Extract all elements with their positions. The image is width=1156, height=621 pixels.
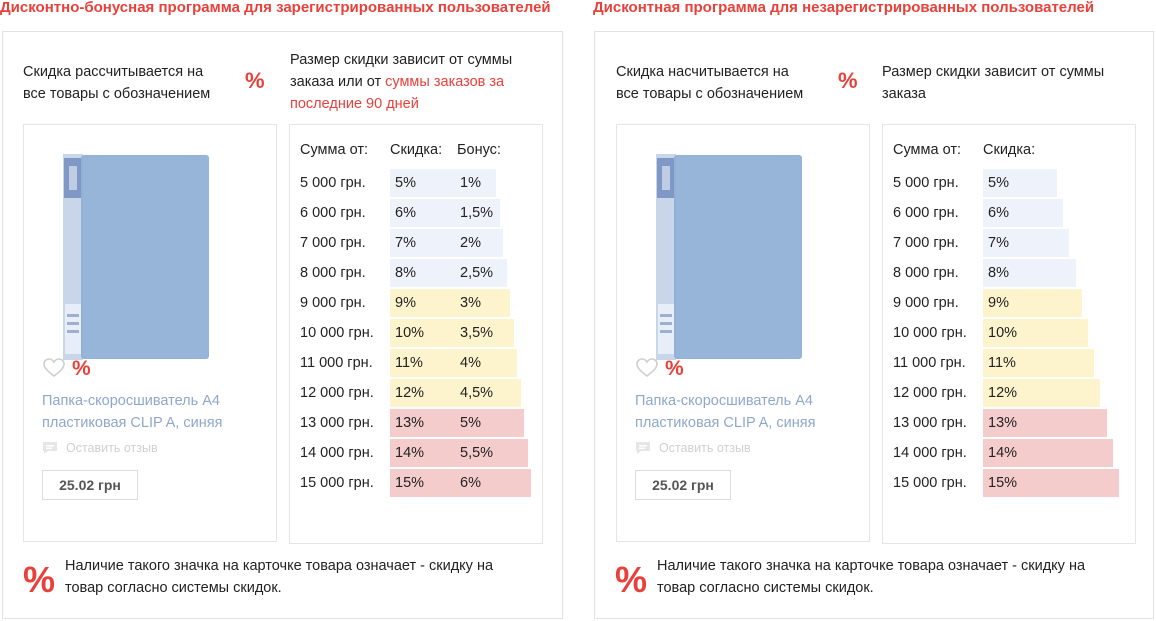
row-discount: 10% (988, 325, 1018, 341)
row-sum: 9 000 грн. (300, 295, 366, 311)
discount-row (883, 229, 1135, 259)
header-discount: Скидка: (390, 142, 443, 158)
row-discount: 8% (988, 265, 1009, 281)
order-history-link-line2[interactable]: последние 90 дней (290, 96, 419, 112)
price-badge: 25.02 грн (42, 470, 138, 500)
row-sum: 12 000 грн. (893, 385, 967, 401)
row-discount: 8% (395, 265, 416, 281)
row-sum: 10 000 грн. (300, 325, 374, 341)
row-bonus: 4,5% (460, 385, 494, 401)
discount-row (290, 469, 542, 499)
discount-percent-icon: % (72, 357, 91, 380)
right-intro-percent-icon: % (838, 68, 858, 93)
header-sum: Сумма от: (300, 142, 369, 158)
right-intro-line2: все товары с обозначением (616, 86, 804, 102)
review-label: Оставить отзыв (659, 441, 751, 455)
discount-row (883, 439, 1135, 469)
row-discount: 12% (395, 385, 425, 401)
right-panel-title: Дисконтная программа для незарегистрированных пользователей (593, 0, 1095, 16)
row-discount: 6% (395, 205, 416, 221)
row-discount: 14% (395, 445, 425, 461)
row-sum: 14 000 грн. (300, 445, 374, 461)
left-size-line1: Размер скидки зависит от суммы (290, 52, 513, 68)
row-bonus: 1,5% (460, 205, 494, 221)
discount-row (883, 169, 1135, 199)
discount-row (290, 259, 542, 289)
right-footer-line1: Наличие такого значка на карточке товара означает - скидку на (657, 558, 1086, 574)
row-discount: 9% (988, 295, 1009, 311)
folder-product-image[interactable] (63, 154, 209, 360)
row-sum: 10 000 грн. (893, 325, 967, 341)
right-intro-line1: Скидка насчитывается на (616, 64, 789, 80)
left-footer-line2: товар согласно системы скидок. (65, 580, 282, 596)
left-intro-line1: Скидка рассчитывается на (23, 64, 204, 80)
header-sum: Сумма от: (893, 142, 962, 158)
right-panel (594, 31, 1154, 619)
discount-row (883, 199, 1135, 229)
product-name-link[interactable] (42, 390, 262, 434)
row-discount: 5% (988, 175, 1009, 191)
discount-row (290, 349, 542, 379)
row-sum: 6 000 грн. (300, 205, 366, 221)
discount-row (883, 409, 1135, 439)
row-discount: 12% (988, 385, 1018, 401)
price-badge: 25.02 грн (635, 470, 731, 500)
right-footer-line2: товар согласно системы скидок. (657, 580, 874, 596)
left-panel-title: Дисконтно-бонусная программа для зарегистрированных пользователей (0, 0, 551, 16)
right-size-line1: Размер скидки зависит от суммы (882, 64, 1105, 80)
product-name-link[interactable] (635, 390, 855, 434)
left-panel (2, 31, 563, 619)
comment-icon (635, 441, 651, 455)
row-sum: 5 000 грн. (300, 175, 366, 191)
discount-row (883, 379, 1135, 409)
row-discount: 11% (395, 355, 423, 371)
row-discount: 13% (395, 415, 425, 431)
discount-row (290, 439, 542, 469)
discount-row (290, 289, 542, 319)
row-bonus: 3,5% (460, 325, 494, 341)
row-discount: 11% (988, 355, 1016, 371)
discount-row (290, 169, 542, 199)
row-discount: 7% (988, 235, 1009, 251)
right-product-card[interactable] (616, 124, 870, 542)
discount-row (290, 379, 542, 409)
discount-row (883, 469, 1135, 499)
left-intro (23, 61, 233, 105)
row-discount: 10% (395, 325, 425, 341)
left-intro-percent-icon: % (245, 68, 265, 93)
product-name-line1: Папка-скоросшиватель А4 (42, 393, 220, 409)
product-name-line1: Папка-скоросшиватель А4 (635, 393, 813, 409)
row-bonus: 5% (460, 415, 481, 431)
row-sum: 15 000 грн. (893, 475, 967, 491)
discount-row (290, 199, 542, 229)
row-discount: 5% (395, 175, 416, 191)
row-bonus: 2% (460, 235, 481, 251)
discount-row (290, 319, 542, 349)
left-intro-line2: все товары с обозначением (23, 86, 211, 102)
row-bonus: 2,5% (460, 265, 494, 281)
discount-row (290, 229, 542, 259)
heart-icon[interactable] (636, 358, 658, 378)
leave-review-link[interactable] (42, 441, 158, 455)
discount-row (290, 409, 542, 439)
row-sum: 9 000 грн. (893, 295, 959, 311)
row-discount: 6% (988, 205, 1009, 221)
order-history-link[interactable]: суммы заказов за (385, 74, 505, 90)
right-size-line2: заказа (882, 86, 926, 102)
row-sum: 12 000 грн. (300, 385, 374, 401)
folder-product-image[interactable] (656, 154, 802, 360)
right-discount-table (882, 124, 1136, 544)
left-size-text (290, 49, 560, 115)
row-sum: 6 000 грн. (893, 205, 959, 221)
row-discount: 7% (395, 235, 416, 251)
row-discount: 15% (395, 475, 425, 491)
right-intro (616, 61, 826, 105)
row-sum: 8 000 грн. (300, 265, 366, 281)
row-discount: 9% (395, 295, 416, 311)
row-sum: 13 000 грн. (893, 415, 967, 431)
row-sum: 7 000 грн. (893, 235, 959, 251)
review-label: Оставить отзыв (66, 441, 158, 455)
row-sum: 7 000 грн. (300, 235, 366, 251)
right-footer-percent-icon: % (615, 559, 648, 600)
row-discount: 15% (988, 475, 1018, 491)
right-size-text (882, 61, 1147, 105)
left-product-card[interactable] (23, 124, 277, 542)
row-bonus: 3% (460, 295, 481, 311)
row-bonus: 1% (460, 175, 481, 191)
heart-icon[interactable] (43, 358, 65, 378)
left-footer-percent-icon: % (23, 559, 56, 600)
row-discount: 14% (988, 445, 1018, 461)
comment-icon (42, 441, 58, 455)
row-sum: 8 000 грн. (893, 265, 959, 281)
row-sum: 11 000 грн. (893, 355, 966, 371)
right-footer-text (657, 555, 1085, 599)
product-name-line2: пластиковая CLIP A, синяя (635, 415, 816, 431)
left-size-line2: заказа или от (290, 74, 386, 90)
left-discount-table (289, 124, 543, 544)
row-sum: 13 000 грн. (300, 415, 374, 431)
row-sum: 15 000 грн. (300, 475, 374, 491)
header-bonus: Бонус: (457, 142, 501, 158)
header-discount: Скидка: (983, 142, 1036, 158)
row-bonus: 5,5% (460, 445, 494, 461)
leave-review-link[interactable] (635, 441, 751, 455)
discount-row (883, 349, 1135, 379)
discount-row (883, 319, 1135, 349)
product-name-line2: пластиковая CLIP A, синяя (42, 415, 223, 431)
row-sum: 11 000 грн. (300, 355, 373, 371)
discount-row (883, 289, 1135, 319)
left-footer-text (65, 555, 493, 599)
row-sum: 5 000 грн. (893, 175, 959, 191)
left-footer-line1: Наличие такого значка на карточке товара означает - скидку на (65, 558, 494, 574)
discount-percent-icon: % (665, 357, 684, 380)
row-bonus: 4% (460, 355, 481, 371)
row-bonus: 6% (460, 475, 481, 491)
discount-row (883, 259, 1135, 289)
row-sum: 14 000 грн. (893, 445, 967, 461)
row-discount: 13% (988, 415, 1018, 431)
